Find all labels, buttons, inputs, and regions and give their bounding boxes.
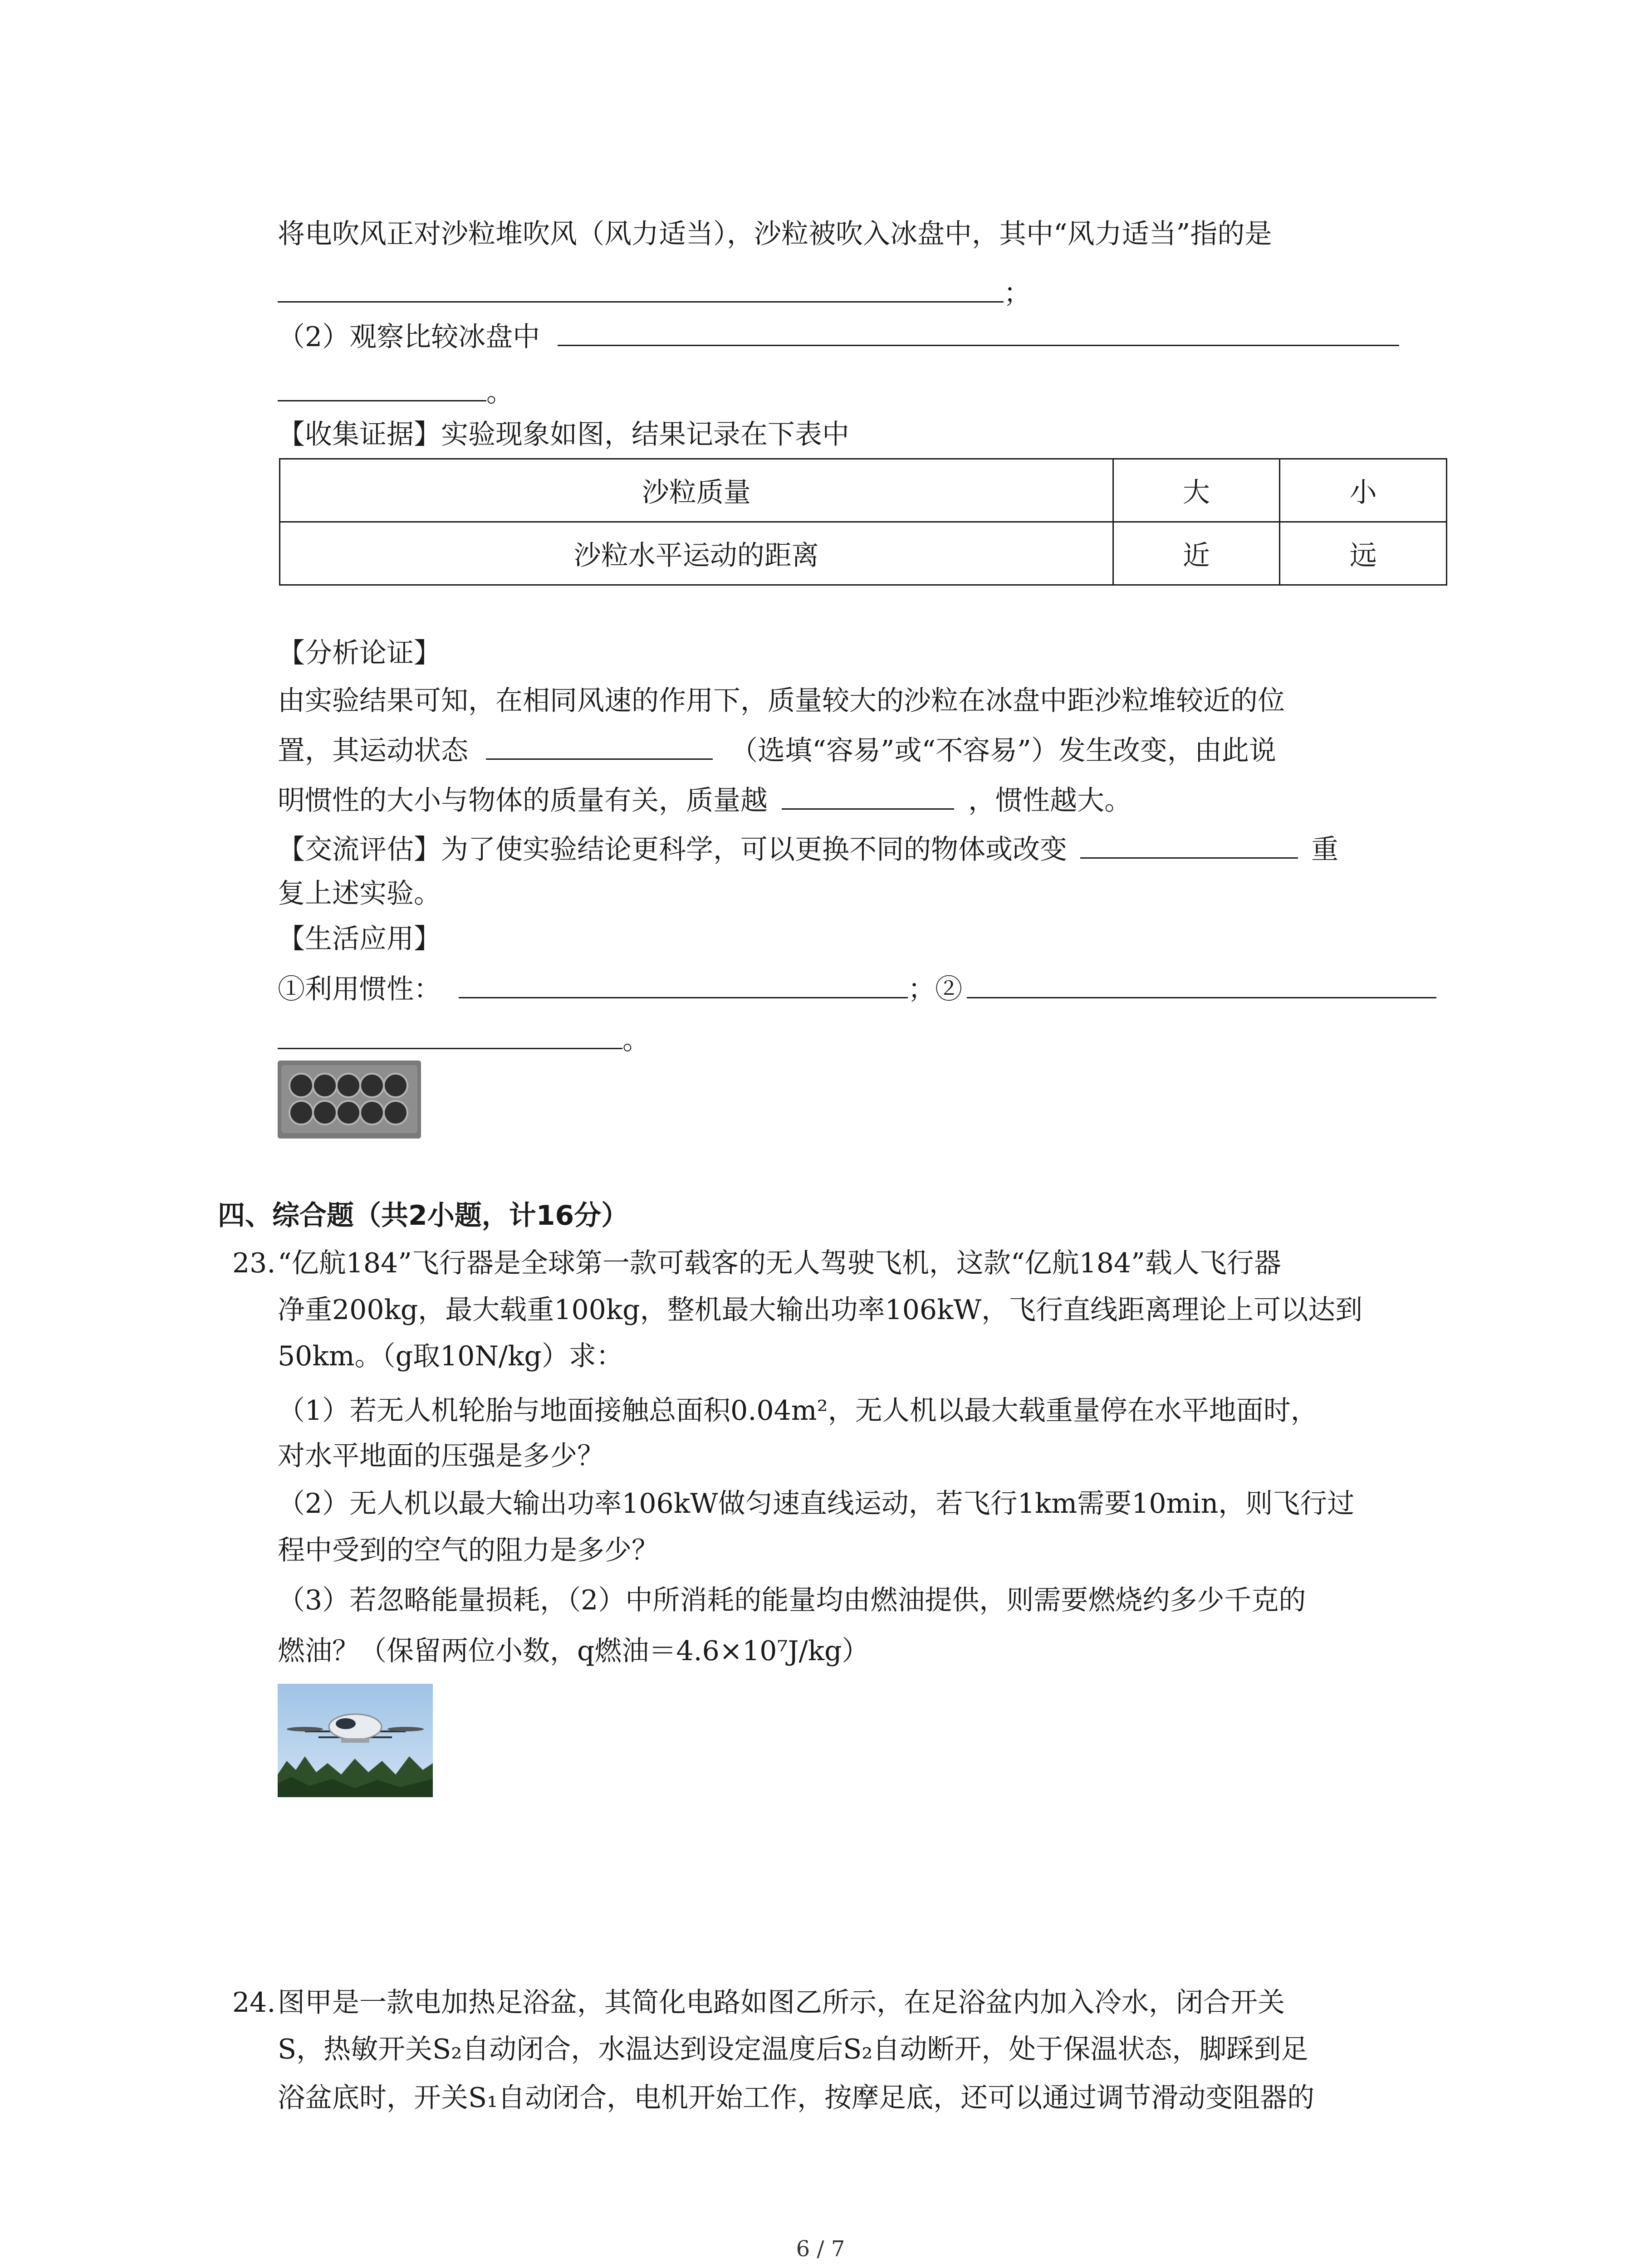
q22-line3: （2）观察比较冰盘中 bbox=[278, 318, 1399, 355]
collect-evidence-heading: 【收集证据】实验现象如图，结果记录在下表中 bbox=[278, 419, 849, 450]
table-cell: 近 bbox=[1113, 522, 1280, 585]
answer-blank[interactable] bbox=[278, 274, 1004, 303]
analysis-line2: 置，其运动状态 （选填“容易”或“不容易”）发生改变，由此说 bbox=[278, 731, 1276, 769]
q23-part1-line1: （1）若无人机轮胎与地面接触总面积0.04m²，无人机以最大载重量停在水平地面时， bbox=[278, 1395, 1318, 1427]
q23-part2-line1: （2）无人机以最大输出功率106kW做匀速直线运动，若飞行1km需要10min，则飞行过 bbox=[278, 1488, 1355, 1520]
q24-line3: 浴盆底时，开关S₁自动闭合，电机开始工作，按摩足底，还可以通过调节滑动变阻器的 bbox=[278, 2082, 1315, 2114]
q23-line2: 净重200kg，最大载重100kg，整机最大输出功率106kW，飞行直线距离理论上可以达到 bbox=[278, 1294, 1363, 1326]
q22-line1: 将电吹风正对沙粒堆吹风（风力适当），沙粒被吹入冰盘中，其中“风力适当”指的是 bbox=[278, 218, 1272, 250]
answer-blank[interactable] bbox=[1080, 830, 1298, 859]
table-row bbox=[280, 522, 1447, 585]
table-row bbox=[280, 459, 1447, 522]
answer-blank[interactable] bbox=[486, 731, 713, 760]
drone-image bbox=[278, 1684, 433, 1797]
q23-line3: 50km。（g取10N/kg）求： bbox=[278, 1340, 623, 1372]
table-cell: 小 bbox=[1280, 459, 1447, 522]
answer-blank[interactable] bbox=[558, 318, 1399, 346]
answer-blank[interactable] bbox=[278, 1021, 622, 1049]
answer-blank[interactable] bbox=[459, 970, 908, 998]
drone-photo bbox=[278, 1684, 433, 1797]
section-title: 四、综合题（共2小题，计16分） bbox=[218, 1200, 629, 1232]
q22-line4: 。 bbox=[278, 373, 514, 411]
table-cell: 沙粒质量 bbox=[280, 459, 1113, 522]
analysis-heading: 【分析论证】 bbox=[278, 637, 441, 669]
ice-tray-image bbox=[278, 1061, 421, 1139]
analysis-line1: 由实验结果可知，在相同风速的作用下，质量较大的沙粒在冰盘中距沙粒堆较近的位 bbox=[278, 685, 1285, 717]
q24-line1: 图甲是一款电加热足浴盆，其简化电路如图乙所示，在足浴盆内加入冷水，闭合开关 bbox=[278, 1987, 1285, 2019]
evaluate-line2: 复上述实验。 bbox=[278, 878, 441, 909]
results-table bbox=[279, 458, 1447, 586]
page-number: 6 / 7 bbox=[796, 2236, 845, 2262]
evaluate-line1: 【交流评估】为了使实验结论更科学，可以更换不同的物体或改变 重 bbox=[278, 830, 1338, 868]
life-line2: 。 bbox=[278, 1021, 650, 1058]
q23-part1-line2: 对水平地面的压强是多少？ bbox=[278, 1440, 604, 1472]
q23-part2-line2: 程中受到的空气的阻力是多少？ bbox=[278, 1535, 659, 1566]
table-cell: 大 bbox=[1113, 459, 1280, 522]
life-line1: ①利用惯性： ；② bbox=[278, 970, 1436, 1007]
answer-blank[interactable] bbox=[782, 781, 954, 810]
ice-tray-photo bbox=[278, 1061, 421, 1139]
q23-part3-line1: （3）若忽略能量损耗，（2）中所消耗的能量均由燃油提供，则需要燃烧约多少千克的 bbox=[278, 1584, 1306, 1616]
q22-line2: ； bbox=[278, 274, 1031, 312]
q23-part3-line2: 燃油？（保留两位小数，q燃油＝4.6×10⁷J/kg） bbox=[278, 1635, 869, 1667]
q23-line1: “亿航184”飞行器是全球第一款可载客的无人驾驶飞机，这款“亿航184”载人飞行器 bbox=[278, 1247, 1281, 1279]
q23-number: 23. bbox=[232, 1247, 276, 1279]
life-heading: 【生活应用】 bbox=[278, 923, 441, 955]
answer-blank[interactable] bbox=[967, 970, 1436, 998]
q24-number: 24. bbox=[232, 1987, 276, 2019]
answer-blank[interactable] bbox=[278, 373, 486, 401]
table-cell: 沙粒水平运动的距离 bbox=[280, 522, 1113, 585]
analysis-line3: 明惯性的大小与物体的质量有关，质量越 ，惯性越大。 bbox=[278, 781, 1132, 819]
q24-line2: S，热敏开关S₂自动闭合，水温达到设定温度后S₂自动断开，处于保温状态，脚踩到足 bbox=[278, 2033, 1308, 2065]
table-cell: 远 bbox=[1280, 522, 1447, 585]
